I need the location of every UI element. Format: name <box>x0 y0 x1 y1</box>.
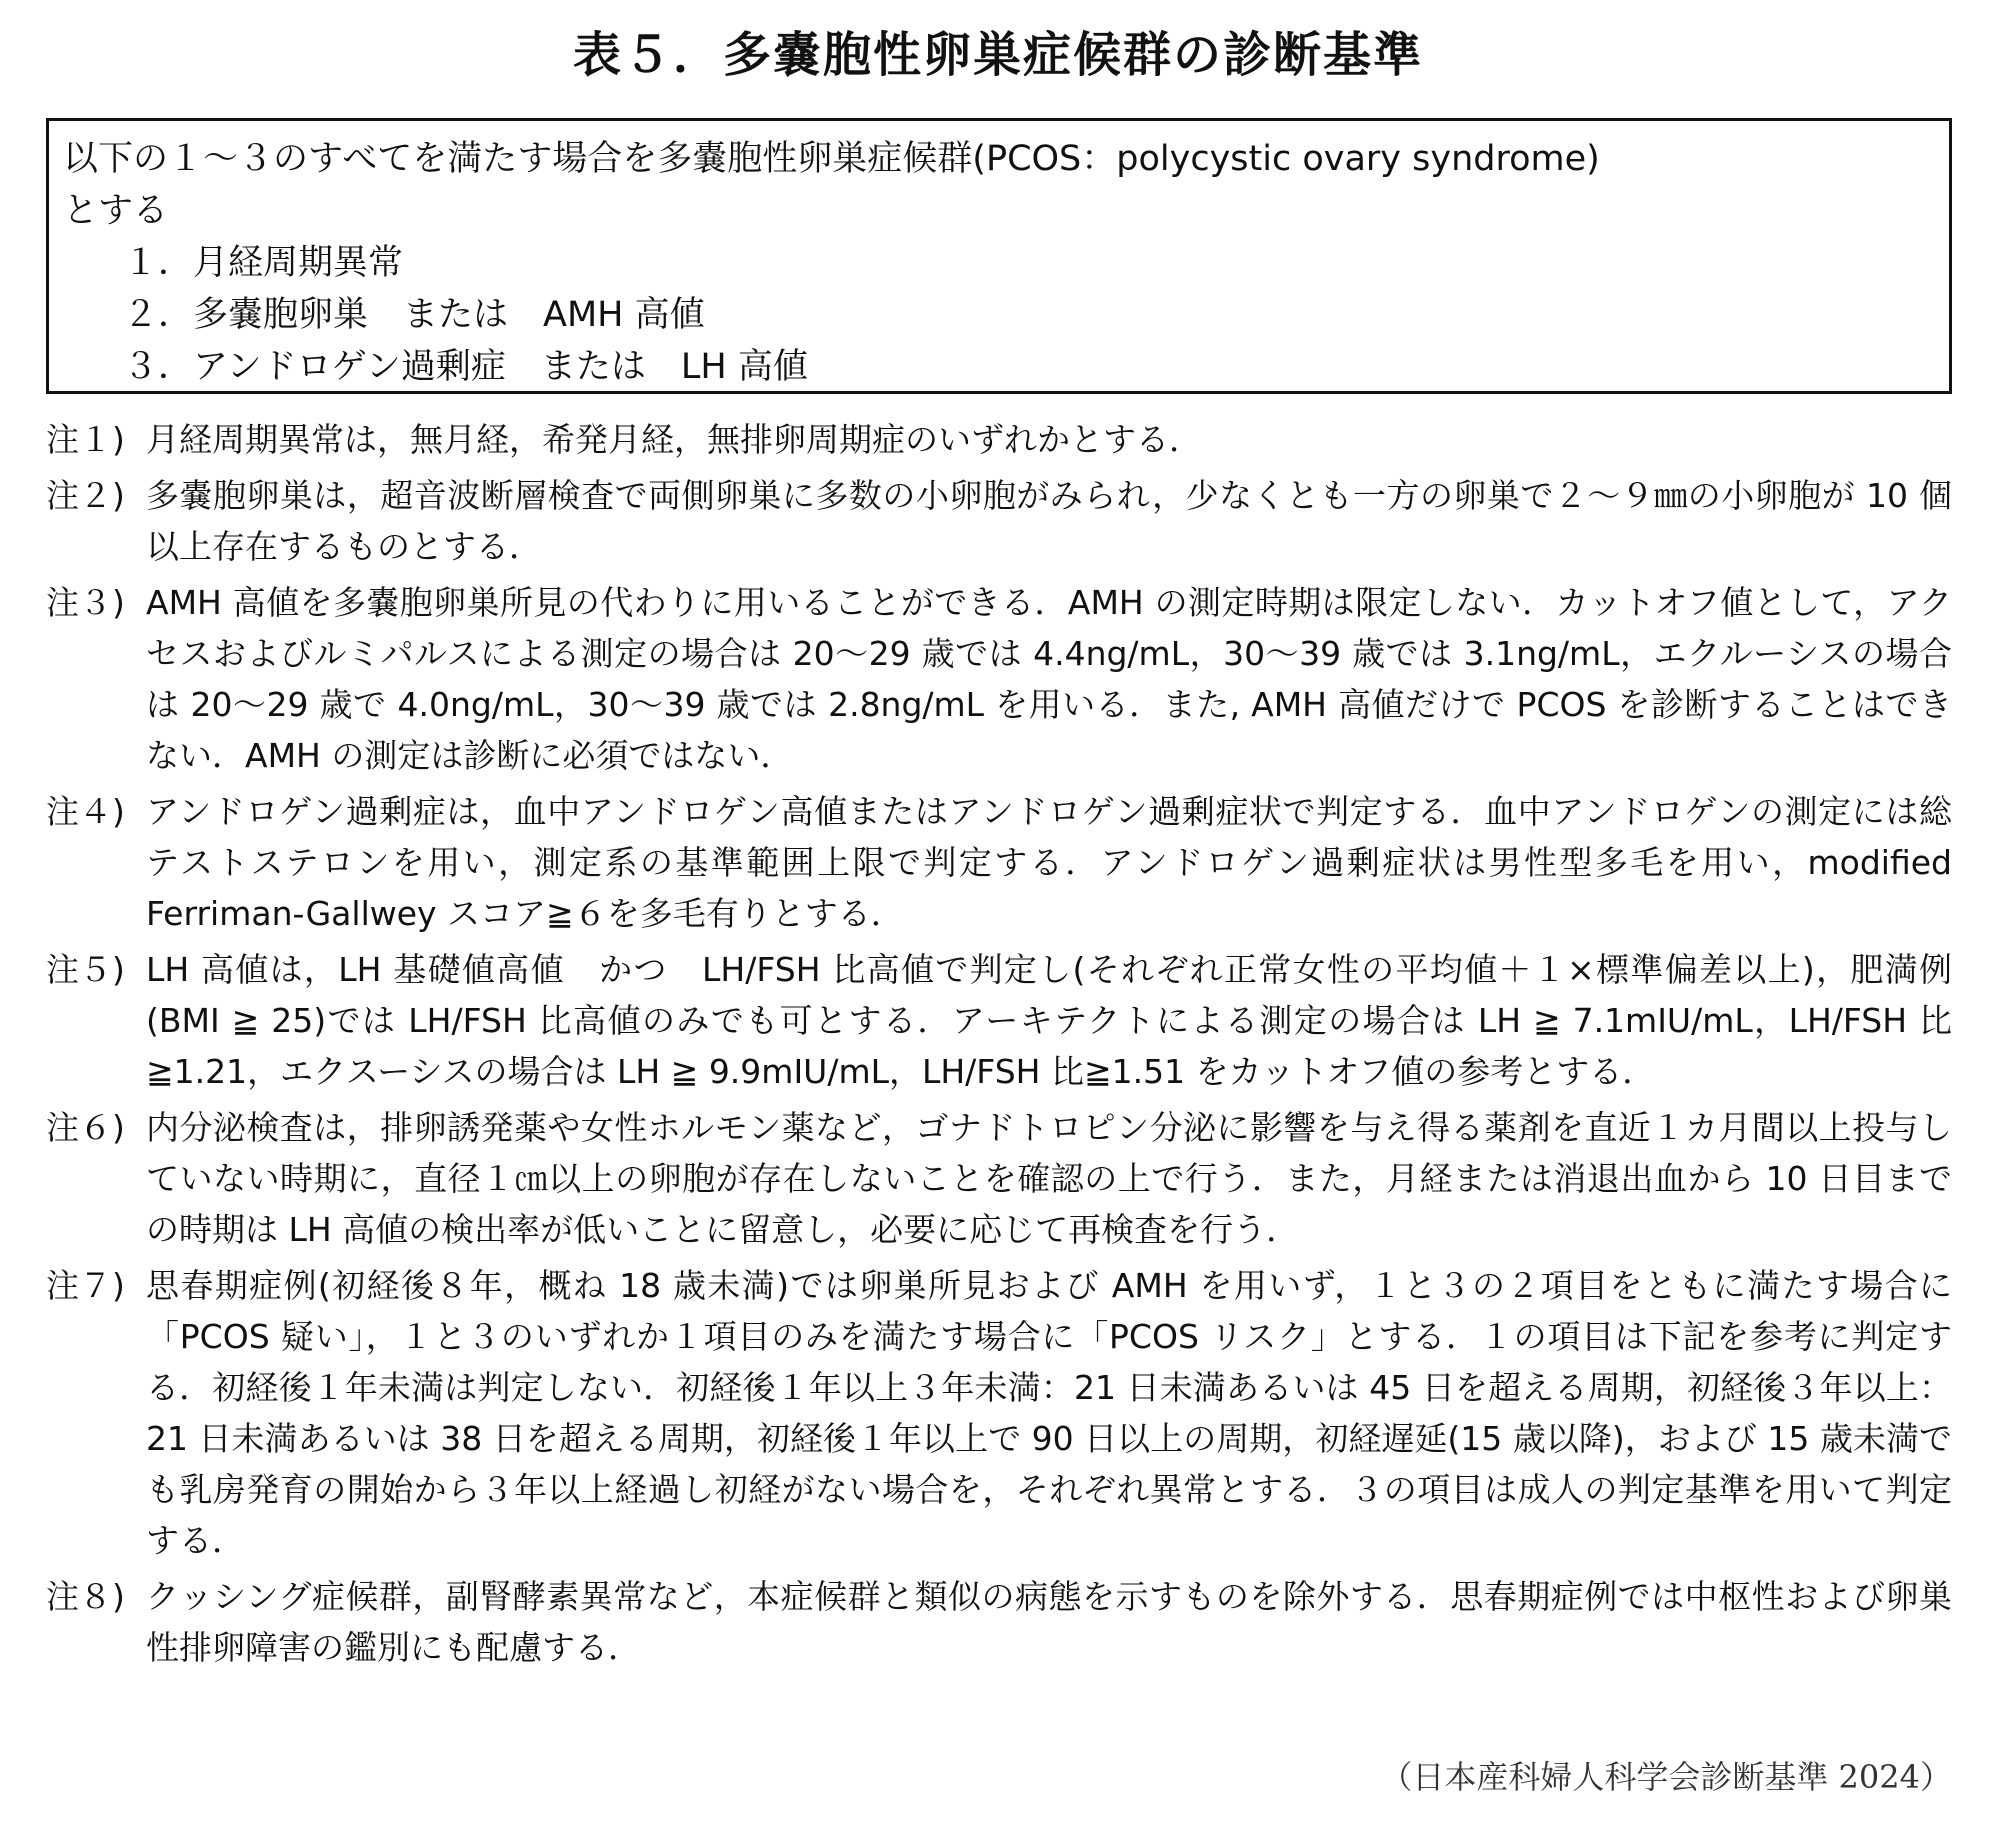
criteria-intro-line-2: とする <box>63 191 169 231</box>
note-7 <box>46 1260 1952 1566</box>
note-text: 月経周期異常は，無月経，希発月経，無排卵周期症のいずれかとする． <box>146 420 1202 459</box>
criteria-item-1: １．月経周期異常 <box>123 243 404 283</box>
note-label: 注８) <box>46 1577 125 1616</box>
source-citation: （日本産科婦人科学会診断基準 2024） <box>1380 1758 1952 1796</box>
note-text: 多嚢胞卵巣は，超音波断層検査で両側卵巣に多数の小卵胞がみられ，少なくとも一方の卵巣で２～９㎜の小卵胞が 10 個以上存在するものとする． <box>146 476 1952 566</box>
note-1 <box>46 414 1952 465</box>
criteria-box <box>46 118 1952 394</box>
note-6 <box>46 1102 1952 1255</box>
note-label: 注３) <box>46 583 125 622</box>
criteria-item-3: ３．アンドロゲン過剰症 または LH 高値 <box>123 347 808 387</box>
note-text: アンドロゲン過剰症は，血中アンドロゲン高値またはアンドロゲン過剰症状で判定する．血中アンドロゲンの測定には総テストステロンを用い，測定系の基準範囲上限で判定する．アンドロゲン過剰症状は男性型多毛を用い，modified Ferriman-Gallwey スコア≧６を多毛有りとする． <box>146 792 1952 933</box>
note-text: クッシング症候群，副腎酵素異常など，本症候群と類似の病態を示すものを除外する．思春期症例では中枢性および卵巣性排卵障害の鑑別にも配慮する． <box>146 1577 1952 1667</box>
note-label: 注６) <box>46 1108 125 1147</box>
note-8 <box>46 1571 1952 1673</box>
notes-list <box>46 414 1952 1678</box>
note-text: 内分泌検査は，排卵誘発薬や女性ホルモン薬など，ゴナドトロピン分泌に影響を与え得る薬剤を直近１カ月間以上投与していない時期に，直径１㎝以上の卵胞が存在しないことを確認の上で行う．また，月経または消退出血から 10 日目までの時期は LH 高値の検出率が低いことに留意し，必要に応じて再検査を行う． <box>146 1108 1953 1249</box>
note-text: LH 高値は，LH 基礎値高値 かつ LH/FSH 比高値で判定し(それぞれ正常女性の平均値＋１×標準偏差以上)，肥満例(BMI ≧ 25)では LH/FSH 比高値のみでも可とする．アーキテクトによる測定の場合は LH ≧ 7.1mIU/mL，LH/FSH 比≧1.21，エクスーシスの場合は LH ≧ 9.9mIU/mL，LH/FSH 比≧1.51 をカットオフ値の参考とする． <box>146 950 1952 1091</box>
note-4 <box>46 786 1952 939</box>
note-label: 注４) <box>46 792 125 831</box>
criteria-item-2: ２．多嚢胞卵巣 または AMH 高値 <box>123 295 705 335</box>
note-3 <box>46 577 1952 781</box>
criteria-intro-line-1: 以下の１～３のすべてを満たす場合を多嚢胞性卵巣症候群(PCOS：polycystic ovary syndrome) <box>63 139 1600 179</box>
note-label: 注５) <box>46 950 125 989</box>
note-2 <box>46 470 1952 572</box>
note-text: AMH 高値を多嚢胞卵巣所見の代わりに用いることができる．AMH の測定時期は限定しない．カットオフ値として，アクセスおよびルミパルスによる測定の場合は 20～29 歳では 4.4ng/mL，30～39 歳では 3.1ng/mL，エクルーシスの場合は 20～29 歳で 4.0ng/mL，30～39 歳では 2.8ng/mL を用いる．また, AMH 高値だけで PCOS を診断することはできない．AMH の測定は診断に必須ではない． <box>146 583 1952 775</box>
note-label: 注２) <box>46 476 125 515</box>
note-label: 注７) <box>46 1266 125 1305</box>
note-label: 注１) <box>46 420 125 459</box>
page-title: 表５．多嚢胞性卵巣症候群の診断基準 <box>572 27 1423 83</box>
note-5 <box>46 944 1952 1097</box>
note-text: 思春期症例(初経後８年，概ね 18 歳未満)では卵巣所見および AMH を用いず，１と３の２項目をともに満たす場合に「PCOS 疑い」，１と３のいずれか１項目のみを満たす場合に「PCOS リスク」とする．１の項目は下記を参考に判定する．初経後１年未満は判定しない．初経後１年以上３年未満：21 日未満あるいは 45 日を超える周期，初経後３年以上：21 日未満あるいは 38 日を超える周期，初経後１年以上で 90 日以上の周期，初経遅延(15 歳以降)，および 15 歳未満でも乳房発育の開始から３年以上経過し初経がない場合を，それぞれ異常とする．３の項目は成人の判定基準を用いて判定する． <box>146 1266 1953 1560</box>
